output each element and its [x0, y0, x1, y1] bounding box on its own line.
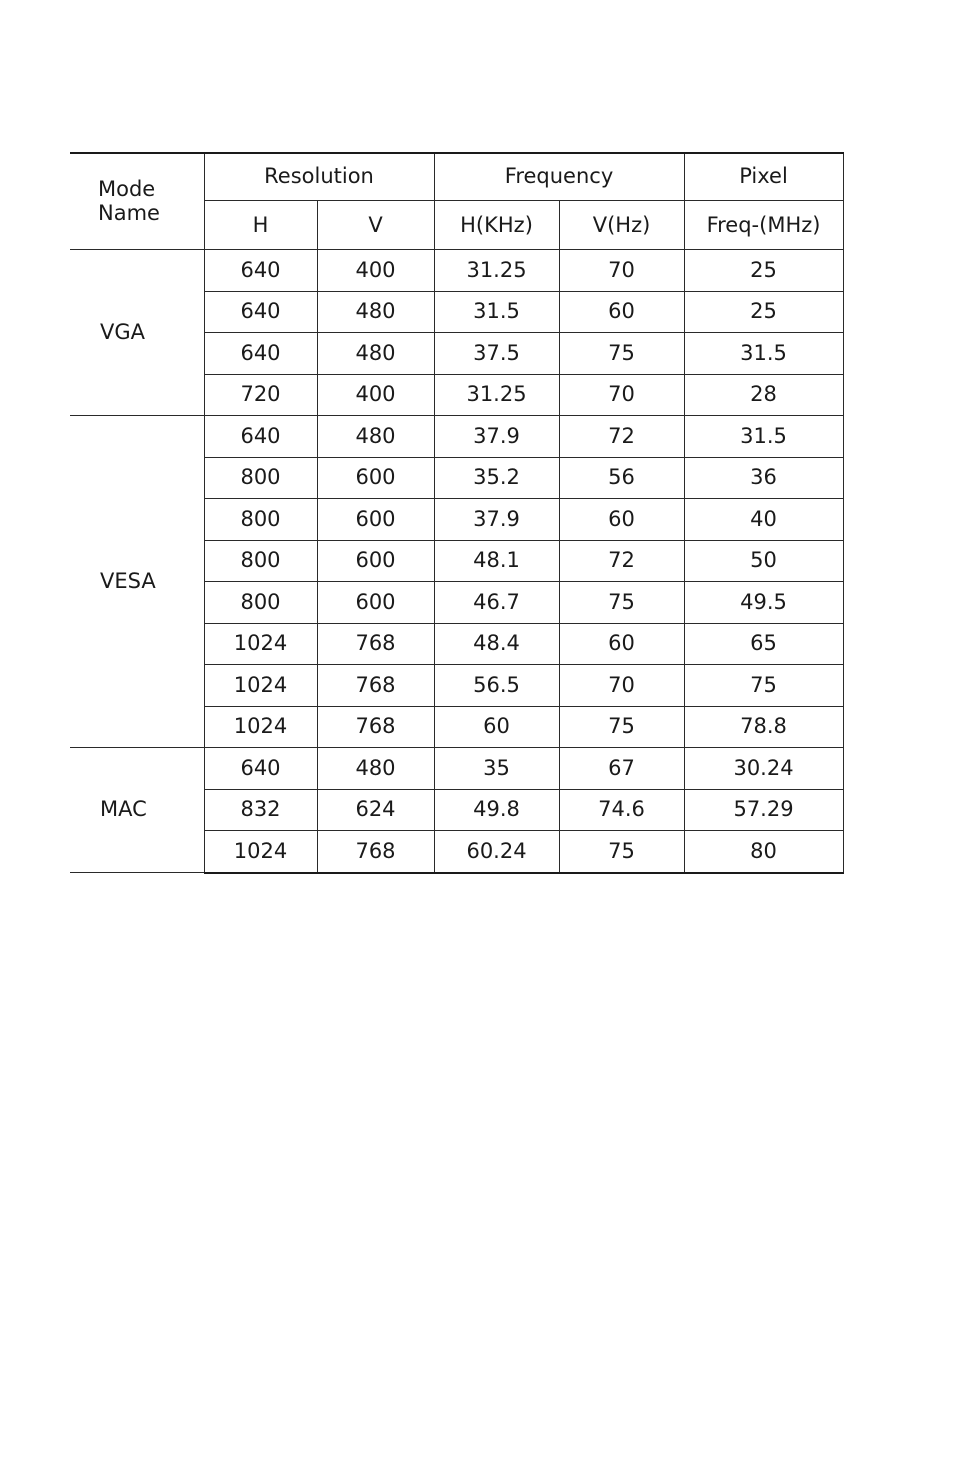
- table-row: [70, 250, 843, 292]
- frequency-v-cell: 75: [559, 582, 684, 624]
- frequency-h-cell: 35: [434, 748, 559, 790]
- table-body: [70, 250, 843, 873]
- mode-header-line1: Mode: [98, 177, 156, 202]
- frequency-h-cell: 60.24: [434, 831, 559, 873]
- resolution-h-cell: 640: [204, 333, 317, 375]
- display-timing-table: [70, 152, 844, 874]
- resolution-v-cell: 768: [317, 706, 434, 748]
- frequency-h-cell: 35.2: [434, 457, 559, 499]
- table-row: [70, 416, 843, 458]
- resolution-v-cell: 624: [317, 789, 434, 831]
- frequency-header: Frequency: [434, 153, 684, 201]
- resolution-h-cell: 720: [204, 374, 317, 416]
- frequency-v-header: V(Hz): [559, 201, 684, 250]
- resolution-v-cell: 480: [317, 748, 434, 790]
- resolution-v-cell: 600: [317, 582, 434, 624]
- pixel-freq-cell: 28: [684, 374, 843, 416]
- frequency-v-cell: 60: [559, 499, 684, 541]
- frequency-v-cell: 75: [559, 706, 684, 748]
- table-header: [70, 153, 843, 250]
- pixel-freq-cell: 30.24: [684, 748, 843, 790]
- resolution-v-cell: 400: [317, 374, 434, 416]
- resolution-v-cell: 600: [317, 457, 434, 499]
- resolution-v-cell: 480: [317, 291, 434, 333]
- resolution-v-cell: 480: [317, 416, 434, 458]
- mode-header-line2: Name: [98, 200, 160, 225]
- resolution-h-cell: 800: [204, 457, 317, 499]
- pixel-freq-cell: 65: [684, 623, 843, 665]
- pixel-freq-cell: 36: [684, 457, 843, 499]
- frequency-v-cell: 70: [559, 665, 684, 707]
- frequency-v-cell: 72: [559, 540, 684, 582]
- frequency-h-cell: 37.5: [434, 333, 559, 375]
- resolution-header: Resolution: [204, 153, 434, 201]
- mode-name-cell: MAC: [70, 748, 204, 873]
- frequency-v-cell: 75: [559, 333, 684, 375]
- pixel-freq-cell: 25: [684, 250, 843, 292]
- resolution-h-cell: 800: [204, 499, 317, 541]
- frequency-h-cell: 60: [434, 706, 559, 748]
- frequency-h-cell: 31.25: [434, 250, 559, 292]
- table-row: [70, 748, 843, 790]
- frequency-h-cell: 37.9: [434, 499, 559, 541]
- pixel-freq-cell: 75: [684, 665, 843, 707]
- pixel-freq-cell: 80: [684, 831, 843, 873]
- frequency-h-cell: 37.9: [434, 416, 559, 458]
- resolution-h-cell: 640: [204, 748, 317, 790]
- frequency-v-cell: 72: [559, 416, 684, 458]
- mode-name-cell: VGA: [70, 250, 204, 416]
- frequency-h-cell: 49.8: [434, 789, 559, 831]
- resolution-h-cell: 640: [204, 291, 317, 333]
- resolution-h-cell: 1024: [204, 623, 317, 665]
- pixel-freq-cell: 25: [684, 291, 843, 333]
- pixel-freq-cell: 50: [684, 540, 843, 582]
- resolution-v-cell: 400: [317, 250, 434, 292]
- mode-name-cell: VESA: [70, 416, 204, 748]
- resolution-h-cell: 800: [204, 540, 317, 582]
- resolution-h-cell: 800: [204, 582, 317, 624]
- resolution-h-cell: 1024: [204, 706, 317, 748]
- frequency-v-cell: 67: [559, 748, 684, 790]
- pixel-freq-header: Freq-(MHz): [684, 201, 843, 250]
- resolution-h-cell: 1024: [204, 665, 317, 707]
- resolution-v-cell: 768: [317, 831, 434, 873]
- frequency-v-cell: 75: [559, 831, 684, 873]
- frequency-v-cell: 70: [559, 374, 684, 416]
- frequency-h-cell: 48.4: [434, 623, 559, 665]
- frequency-v-cell: 60: [559, 291, 684, 333]
- pixel-freq-cell: 40: [684, 499, 843, 541]
- resolution-h-cell: 640: [204, 250, 317, 292]
- frequency-h-cell: 31.5: [434, 291, 559, 333]
- resolution-v-cell: 768: [317, 623, 434, 665]
- pixel-freq-cell: 78.8: [684, 706, 843, 748]
- resolution-v-cell: 480: [317, 333, 434, 375]
- pixel-freq-cell: 31.5: [684, 416, 843, 458]
- resolution-h-cell: 832: [204, 789, 317, 831]
- frequency-h-cell: 31.25: [434, 374, 559, 416]
- frequency-h-cell: 48.1: [434, 540, 559, 582]
- frequency-v-cell: 74.6: [559, 789, 684, 831]
- frequency-v-cell: 56: [559, 457, 684, 499]
- resolution-v-header: V: [317, 201, 434, 250]
- resolution-v-cell: 600: [317, 499, 434, 541]
- resolution-h-cell: 640: [204, 416, 317, 458]
- frequency-v-cell: 60: [559, 623, 684, 665]
- pixel-header: Pixel: [684, 153, 843, 201]
- mode-name-header: [70, 153, 204, 250]
- frequency-h-cell: 46.7: [434, 582, 559, 624]
- resolution-v-cell: 768: [317, 665, 434, 707]
- resolution-v-cell: 600: [317, 540, 434, 582]
- pixel-freq-cell: 49.5: [684, 582, 843, 624]
- pixel-freq-cell: 57.29: [684, 789, 843, 831]
- frequency-h-header: H(KHz): [434, 201, 559, 250]
- frequency-v-cell: 70: [559, 250, 684, 292]
- pixel-freq-cell: 31.5: [684, 333, 843, 375]
- resolution-h-header: H: [204, 201, 317, 250]
- resolution-h-cell: 1024: [204, 831, 317, 873]
- frequency-h-cell: 56.5: [434, 665, 559, 707]
